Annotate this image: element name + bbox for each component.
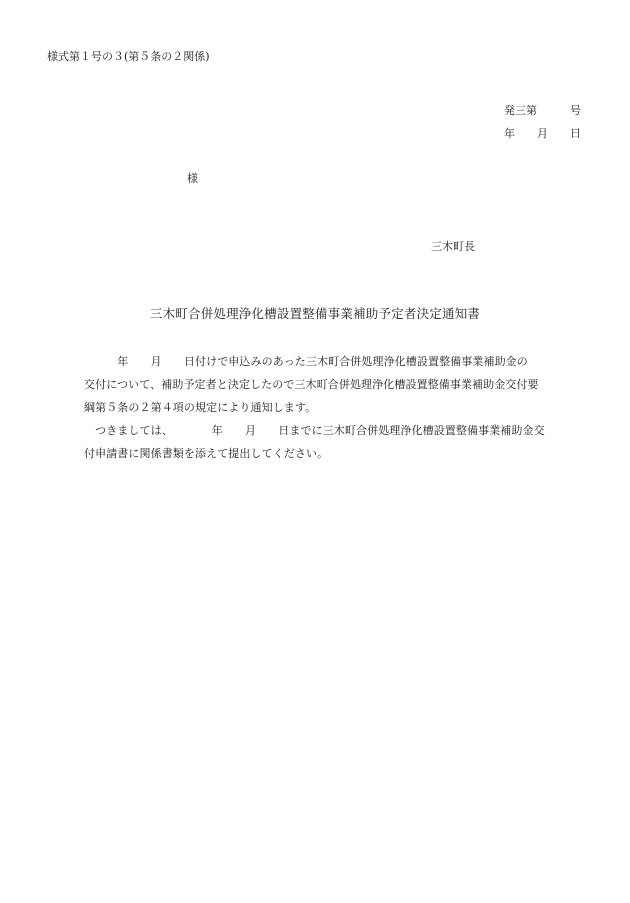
issue-number: 発三第 号 [504, 104, 581, 117]
body-line-4: つきましては、 年 月 日までに三木町合併処理浄化槽設置整備事業補助金交 [84, 424, 545, 437]
addressee: 様 [187, 172, 198, 185]
form-reference: 様式第１号の３(第５条の２関係) [47, 50, 210, 63]
document-title: 三木町合併処理浄化槽設置整備事業補助予定者決定通知書 [149, 306, 481, 321]
body-line-2: 交付について、補助予定者と決定したので三木町合併処理浄化槽設置整備事業補助金交付要 [84, 378, 539, 391]
issue-date: 年 月 日 [504, 127, 581, 140]
body-line-5: 付申請書に関係書類を添えて提出してください。 [84, 447, 329, 460]
body-line-1: 年 月 日付けで申込みのあった三木町合併処理浄化槽設置整備事業補助金の [84, 355, 528, 368]
body-line-3: 綱第５条の２第４項の規定により通知します。 [84, 401, 317, 414]
issuer: 三木町長 [431, 240, 475, 253]
